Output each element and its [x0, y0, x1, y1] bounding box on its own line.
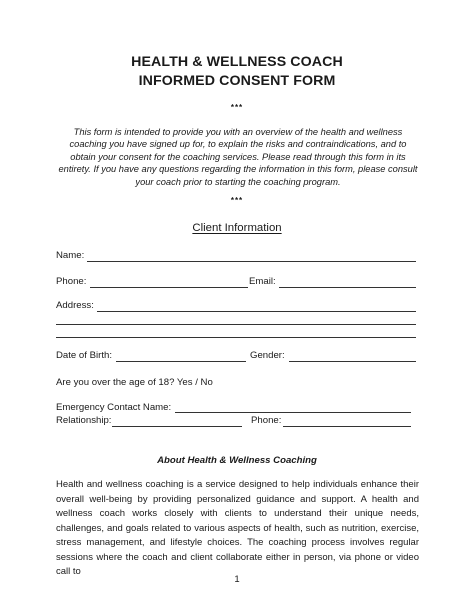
email-label: Email: [249, 276, 276, 287]
gender-label: Gender: [250, 350, 285, 361]
phone-label: Phone: [56, 276, 87, 287]
emergency-contact-label: Emergency Contact Name: [56, 402, 172, 413]
relationship-field[interactable] [112, 426, 242, 427]
emergency-phone-field[interactable] [283, 426, 411, 427]
separator-bottom: *** [230, 196, 244, 205]
address-label: Address: [56, 300, 94, 311]
date-of-birth-field[interactable] [116, 361, 246, 362]
date-of-birth-label: Date of Birth: [56, 350, 112, 361]
phone-field[interactable] [90, 287, 248, 288]
name-label: Name: [56, 250, 85, 261]
address-field-line-3[interactable] [56, 337, 416, 338]
gender-field[interactable] [289, 361, 416, 362]
client-information-heading-text: Client Information [192, 222, 282, 234]
address-field-line-1[interactable] [97, 311, 416, 312]
form-title-line-2: INFORMED CONSENT FORM [138, 73, 336, 89]
separator-top: *** [230, 103, 244, 112]
form-title-line-1: HEALTH & WELLNESS COACH [131, 54, 343, 70]
about-heading: About Health & Wellness Coaching [157, 455, 317, 466]
intro-paragraph: This form is intended to provide you with an overview of the health and wellness coaching you have signed up for, to explain the risks and contraindications, and to obtain your consent for the coaching services. Please read through this form in its entirety. If you have any questions regarding the information in this form, please consult your coach prior to starting the coaching program. [58, 127, 418, 187]
name-field[interactable] [87, 261, 416, 262]
email-field[interactable] [279, 287, 416, 288]
page-number: 1 [234, 574, 240, 585]
age-question[interactable]: Are you over the age of 18? Yes / No [56, 377, 213, 388]
emergency-contact-field[interactable] [175, 412, 411, 413]
about-paragraph: Health and wellness coaching is a service designed to help individuals enhance their overall well-being by providing personalized guidance and support. A health and wellness coach works closely with clients to understand their unique needs, challenges, and goals related to various aspects of health, such as nutrition, exercise, stress management, and lifestyle choices. The coaching process involves regular sessions where the coach and client collaborate either in person, via phone or video call to [56, 479, 419, 577]
address-field-line-2[interactable] [56, 324, 416, 325]
emergency-phone-label: Phone: [251, 415, 282, 426]
relationship-label: Relationship: [56, 415, 112, 426]
client-information-heading [0, 222, 474, 234]
